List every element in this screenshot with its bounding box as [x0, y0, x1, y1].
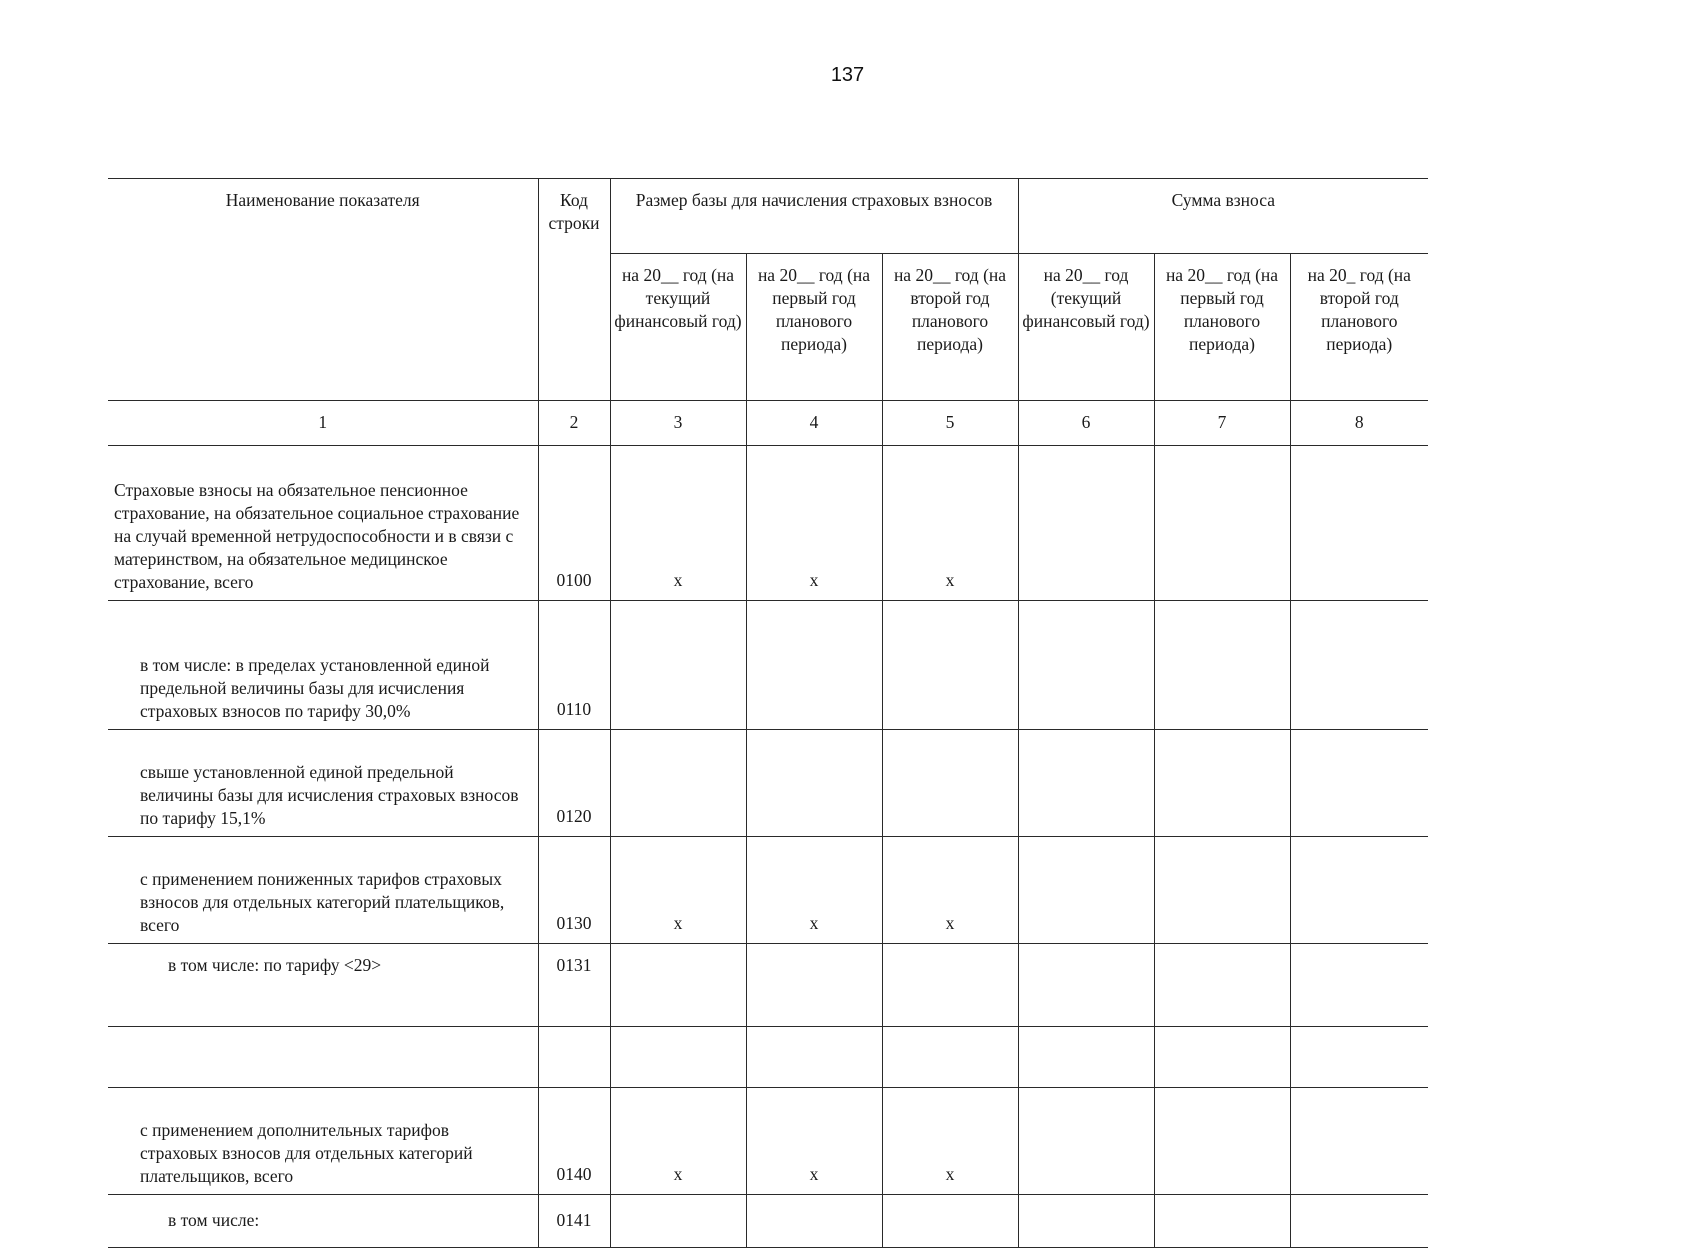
- page-number: 137: [830, 64, 865, 86]
- row-value: [1154, 446, 1290, 601]
- column-number-3: 3: [610, 401, 746, 446]
- row-value: х: [610, 837, 746, 944]
- row-value: [1018, 1027, 1154, 1088]
- row-value: [1018, 446, 1154, 601]
- table-row: [108, 1027, 1428, 1088]
- row-value: [1154, 1195, 1290, 1248]
- row-name: в том числе: в пределах установленной единой предельной величины базы для исчисления страховых взносов по тарифу 30,0%: [108, 601, 538, 730]
- row-value: [610, 1027, 746, 1088]
- row-value: [746, 1027, 882, 1088]
- row-value: [746, 944, 882, 1027]
- row-value: х: [882, 1088, 1018, 1195]
- row-name: с применением дополнительных тарифов страховых взносов для отдельных категорий плательщиков, всего: [108, 1088, 538, 1195]
- row-code: 0110: [538, 601, 610, 730]
- table-row: [108, 944, 1428, 1027]
- row-value: [1154, 601, 1290, 730]
- row-code: 0141: [538, 1195, 610, 1248]
- row-value: х: [746, 1088, 882, 1195]
- header-sum-second-plan-year: на 20_ год (на второй год планового периода): [1290, 254, 1428, 401]
- row-code: [538, 1027, 610, 1088]
- row-value: х: [746, 446, 882, 601]
- row-name: [108, 1027, 538, 1088]
- row-code: 0100: [538, 446, 610, 601]
- row-value: [882, 730, 1018, 837]
- row-value: х: [610, 446, 746, 601]
- row-name: свыше установленной единой предельной величины базы для исчисления страховых взносов по тарифу 15,1%: [108, 730, 538, 837]
- row-name: в том числе:: [108, 1195, 538, 1248]
- row-value: х: [746, 837, 882, 944]
- row-value: [882, 601, 1018, 730]
- row-value: [882, 944, 1018, 1027]
- row-value: [1290, 601, 1428, 730]
- insurance-contributions-table: [108, 178, 1428, 1248]
- column-number-2: 2: [538, 401, 610, 446]
- row-value: [1154, 837, 1290, 944]
- row-value: х: [882, 837, 1018, 944]
- header-sum-current-year: на 20__ год (текущий финансовый год): [1018, 254, 1154, 401]
- header-base-group: Размер базы для начисления страховых взносов: [610, 179, 1018, 254]
- table-row: [108, 446, 1428, 601]
- row-value: [1154, 944, 1290, 1027]
- table-row: [108, 1088, 1428, 1195]
- row-value: [882, 1195, 1018, 1248]
- row-value: [1290, 446, 1428, 601]
- column-number-8: 8: [1290, 401, 1428, 446]
- row-value: [1290, 944, 1428, 1027]
- row-value: [1018, 1088, 1154, 1195]
- row-value: [610, 601, 746, 730]
- row-value: [1290, 1195, 1428, 1248]
- row-value: [1290, 1088, 1428, 1195]
- row-code: 0130: [538, 837, 610, 944]
- row-value: [1290, 1027, 1428, 1088]
- header-row-code: Код строки: [538, 179, 610, 401]
- row-name: с применением пониженных тарифов страховых взносов для отдельных категорий плательщиков, всего: [108, 837, 538, 944]
- table-row: [108, 837, 1428, 944]
- row-value: [610, 1195, 746, 1248]
- row-value: [1018, 837, 1154, 944]
- row-value: х: [882, 446, 1018, 601]
- row-value: [1154, 1088, 1290, 1195]
- table-row: [108, 1195, 1428, 1248]
- column-number-7: 7: [1154, 401, 1290, 446]
- row-name: в том числе: по тарифу <29>: [108, 944, 538, 1027]
- row-value: [610, 944, 746, 1027]
- header-sum-first-plan-year: на 20__ год (на первый год планового периода): [1154, 254, 1290, 401]
- row-code: 0120: [538, 730, 610, 837]
- header-base-first-plan-year: на 20__ год (на первый год планового периода): [746, 254, 882, 401]
- column-number-5: 5: [882, 401, 1018, 446]
- row-value: [1018, 944, 1154, 1027]
- row-value: [1018, 601, 1154, 730]
- row-value: [746, 730, 882, 837]
- row-value: [746, 1195, 882, 1248]
- table-row: [108, 601, 1428, 730]
- row-value: [882, 1027, 1018, 1088]
- header-base-current-year: на 20__ год (на текущий финансовый год): [610, 254, 746, 401]
- row-value: [1154, 1027, 1290, 1088]
- row-value: [1154, 730, 1290, 837]
- column-number-4: 4: [746, 401, 882, 446]
- row-value: [746, 601, 882, 730]
- table-row: [108, 730, 1428, 837]
- row-value: [1018, 1195, 1154, 1248]
- row-value: х: [610, 1088, 746, 1195]
- header-base-second-plan-year: на 20__ год (на второй год планового периода): [882, 254, 1018, 401]
- column-number-6: 6: [1018, 401, 1154, 446]
- header-sum-group: Сумма взноса: [1018, 179, 1428, 254]
- row-value: [1018, 730, 1154, 837]
- row-value: [1290, 837, 1428, 944]
- column-number-1: 1: [108, 401, 538, 446]
- row-code: 0140: [538, 1088, 610, 1195]
- row-value: [1290, 730, 1428, 837]
- row-value: [610, 730, 746, 837]
- row-code: 0131: [538, 944, 610, 1027]
- header-indicator-name: Наименование показателя: [108, 179, 538, 401]
- row-name: Страховые взносы на обязательное пенсионное страхование, на обязательное социальное страхование на случай временной нетрудоспособности и в связи с материнством, на обязательное медицинское страхование, всего: [108, 446, 538, 601]
